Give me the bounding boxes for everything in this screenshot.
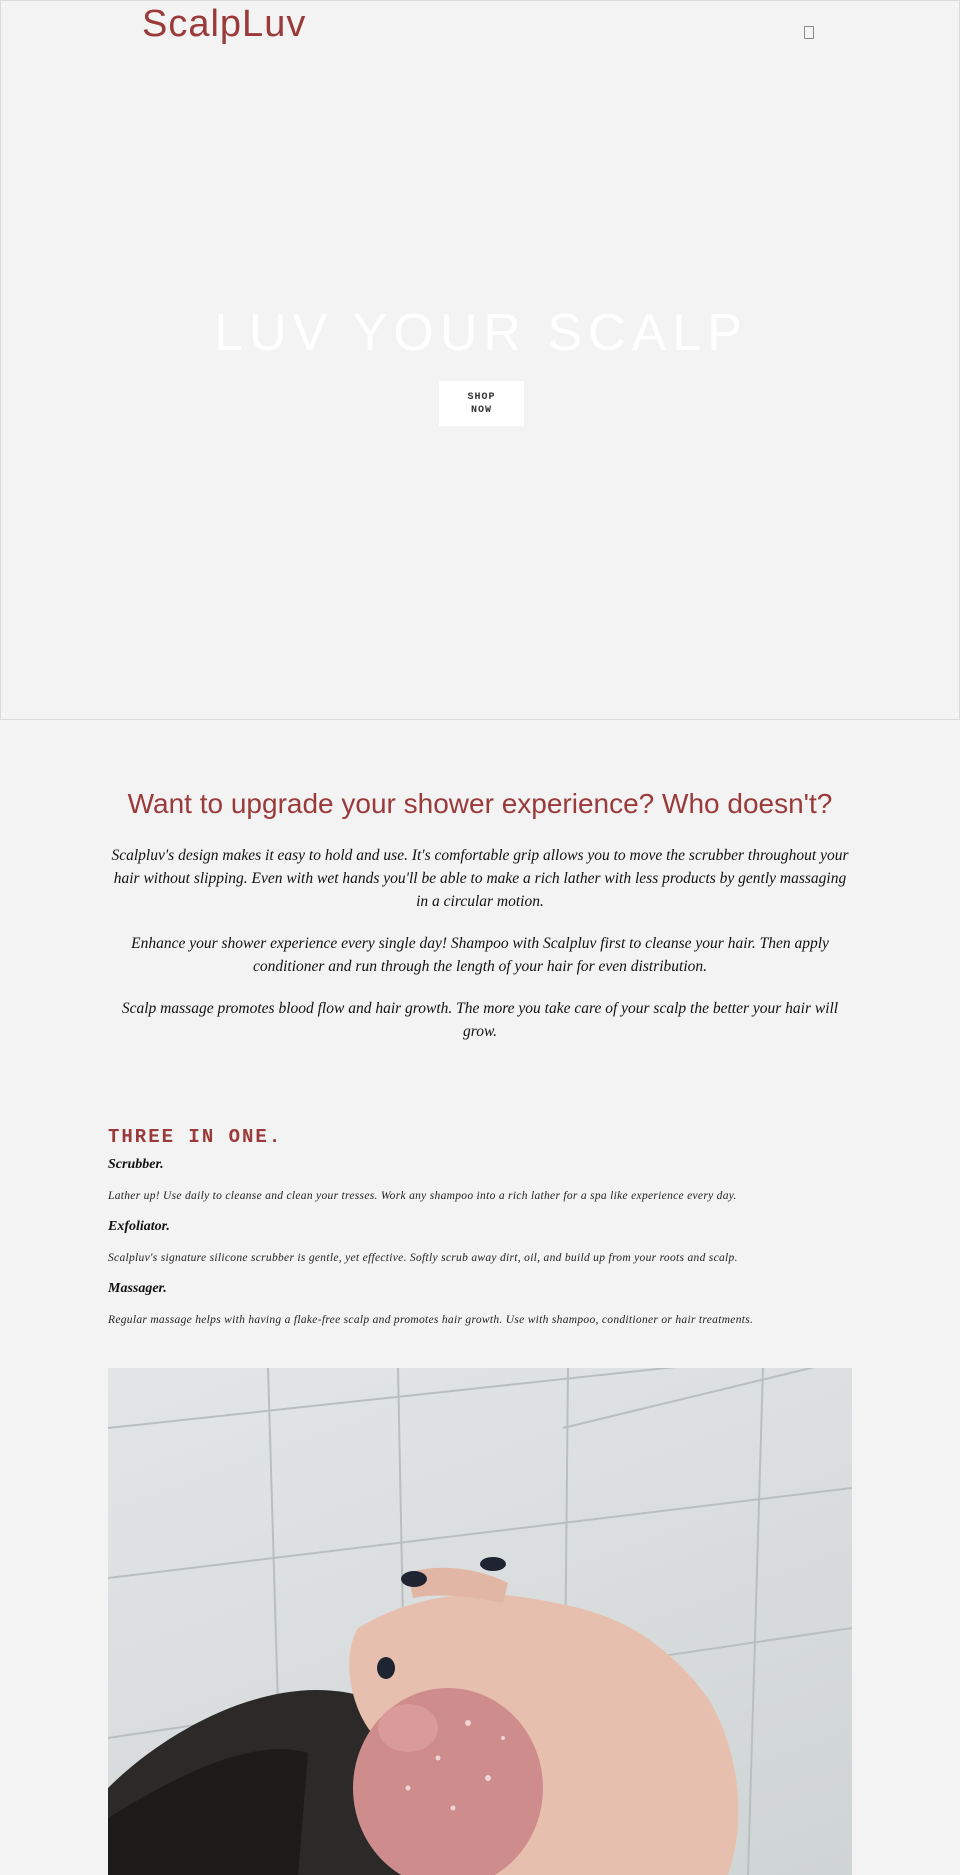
nail-3 [377,1657,395,1679]
feature-desc-exfoliator: Scalpluv's signature silicone scrubber is gentle, yet effective. Softly scrub away dirt, oil, and build up from your roots and scalp. [108,1252,738,1264]
intro-paragraph-2: Enhance your shower experience every single day! Shampoo with Scalpluv first to cleanse your hair. Then apply conditioner and run through the length of your hair for even distribution. [131,935,829,975]
feature-name-massager: Massager. [108,1281,167,1296]
feature-desc-massager: Regular massage helps with having a flake-free scalp and promotes hair growth. Use with shampoo, conditioner or hair treatments. [108,1314,754,1326]
nail-2 [480,1557,506,1571]
menu-icon[interactable] [804,26,814,39]
hero-title: LUV YOUR SCALP [214,304,748,362]
nail-1 [401,1571,427,1587]
brand-logo[interactable] [142,3,306,46]
shop-now-button[interactable]: SHOP NOW [439,381,524,426]
intro-paragraph-3: Scalp massage promotes blood flow and hair growth. The more you take care of your scalp the better your hair will grow. [121,1000,839,1040]
hero-section [0,0,960,720]
feature-desc-scrubber: Lather up! Use daily to cleanse and clean your tresses. Work any shampoo into a rich lather for a spa like experience every day. [108,1190,737,1202]
feature-name-scrubber: Scrubber. [108,1157,164,1172]
features-title: THREE IN ONE. [108,1126,283,1148]
product-photo-illustration [108,1368,852,1875]
intro-title: Want to upgrade your shower experience? Who doesn't? [127,788,833,819]
logo-text: ScalpLuv [142,3,307,45]
intro-paragraph-1: Scalpluv's design makes it easy to hold and use. It's comfortable grip allows you to move the scrubber throughout your hair without slipping. Even with wet hands you'll be able to make a rich lather with less products by gently massaging in a circular motion. [111,847,849,910]
product-photo [108,1368,852,1875]
scrubber-highlight [378,1704,438,1752]
feature-name-exfoliator: Exfoliator. [108,1219,170,1234]
